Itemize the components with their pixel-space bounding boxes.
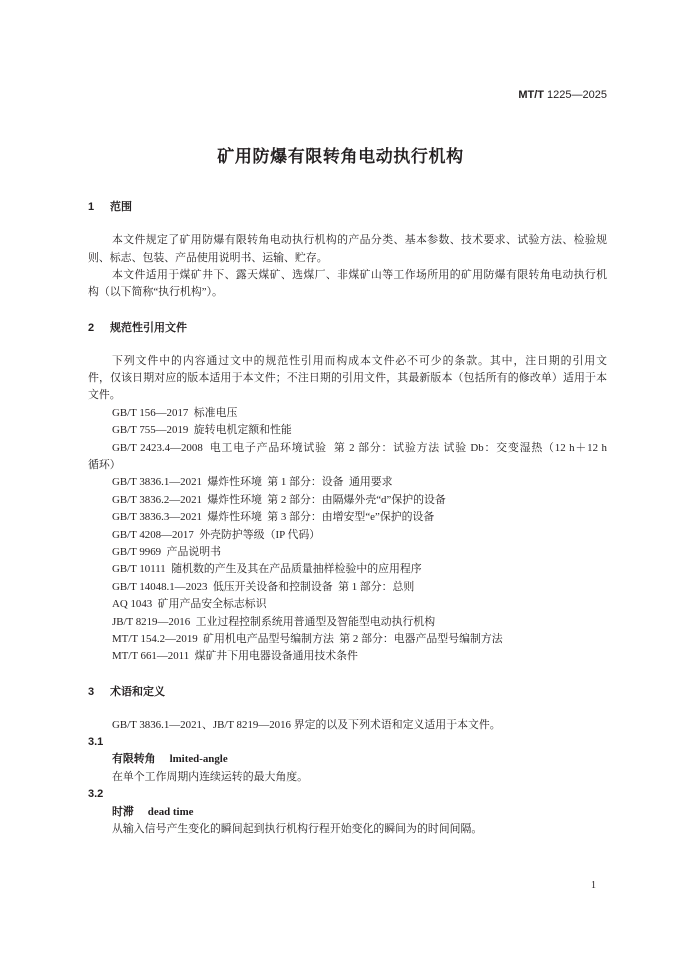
section-title: 范围 xyxy=(110,201,132,214)
section-normative-references xyxy=(88,320,607,666)
reference-item-continuation: 循环） xyxy=(88,458,121,471)
term-english: lmited-angle xyxy=(169,753,228,766)
section-heading xyxy=(88,684,607,701)
reference-list xyxy=(88,405,607,666)
term-title xyxy=(88,804,607,821)
section-title: 规范性引用文件 xyxy=(110,321,187,334)
reference-item: GB/T 4208—2017 外壳防护等级（IP 代码） xyxy=(112,528,321,541)
reference-item: MT/T 154.2—2019 矿用机电产品型号编制方法 第 2 部分：电器产品型号编制方法 xyxy=(112,632,503,645)
section-heading xyxy=(88,199,607,216)
term-number: 3.2 xyxy=(88,788,104,801)
term-chinese: 有限转角 xyxy=(112,753,156,766)
reference-item: AQ 1043 矿用产品安全标志标识 xyxy=(112,598,267,611)
reference-item: GB/T 3836.3—2021 爆炸性环境 第 3 部分：由增安型“e”保护的设备 xyxy=(112,511,435,524)
paragraph xyxy=(88,267,607,302)
reference-item: GB/T 755—2019 旋转电机定额和性能 xyxy=(112,424,292,437)
reference-item: GB/T 3836.2—2021 爆炸性环境 第 2 部分：由隔爆外壳“d”保护的设备 xyxy=(112,493,446,506)
section-heading xyxy=(88,320,607,337)
document-title: 矿用防爆有限转角电动执行机构 xyxy=(217,147,464,167)
term-chinese: 时滞 xyxy=(112,805,134,818)
standard-code-prefix: MT/T xyxy=(518,89,544,101)
paragraph-line: 件，仅该日期对应的版本适用于本文件；不注日期的引用文件，其最新版本（包括所有的修改单）适用于本 xyxy=(88,372,607,385)
reference-item: GB/T 3836.1—2021 爆炸性环境 第 1 部分：设备 通用要求 xyxy=(112,476,393,489)
paragraph xyxy=(88,353,607,405)
section-number: 2 xyxy=(88,321,95,334)
term-entry xyxy=(88,786,607,838)
reference-item: GB/T 156—2017 标准电压 xyxy=(112,406,238,419)
term-definition: 从输入信号产生变化的瞬间起到执行机构行程开始变化的瞬间为的时间间隔。 xyxy=(112,822,483,835)
section-number: 3 xyxy=(88,685,95,698)
term-english: dead time xyxy=(147,805,194,818)
term-title xyxy=(88,751,607,768)
paragraph-line: 则、标志、包装、产品使用说明书、运输、贮存。 xyxy=(88,251,328,264)
page-number: 1 xyxy=(591,880,596,891)
section-terms-definitions xyxy=(88,684,607,839)
term-definition: 在单个工作周期内连续运转的最大角度。 xyxy=(112,770,309,783)
paragraph-line: 文件。 xyxy=(88,389,121,402)
reference-item: JB/T 8219—2016 工业过程控制系统用普通型及智能型电动执行机构 xyxy=(112,615,436,628)
section-number: 1 xyxy=(88,201,95,214)
standard-code-header xyxy=(518,88,607,102)
paragraph-line: 构（以下简称“执行机构”）。 xyxy=(88,286,223,299)
reference-item: GB/T 2423.4—2008 电工电子产品环境试验 第 2 部分：试验方法 试验 Db：交变湿热（12 h＋12 h xyxy=(112,441,607,454)
paragraph-line: GB/T 3836.1—2021、JB/T 8219—2016 界定的以及下列术语和定义适用于本文件。 xyxy=(112,718,501,731)
document-body xyxy=(88,199,607,838)
section-scope xyxy=(88,199,607,301)
paragraph-line: 本文件规定了矿用防爆有限转角电动执行机构的产品分类、基本参数、技术要求、试验方法、检验规 xyxy=(112,234,607,247)
reference-item: GB/T 9969 产品说明书 xyxy=(112,545,222,558)
term-entry xyxy=(88,734,607,786)
reference-item: GB/T 10111 随机数的产生及其在产品质量抽样检验中的应用程序 xyxy=(112,563,422,576)
reference-item: GB/T 14048.1—2023 低压开关设备和控制设备 第 1 部分：总则 xyxy=(112,580,415,593)
paragraph xyxy=(88,232,607,267)
reference-item: MT/T 661—2011 煤矿井下用电器设备通用技术条件 xyxy=(112,650,358,663)
paragraph-line: 下列文件中的内容通过文中的规范性引用而构成本文件必不可少的条款。其中，注日期的引用文 xyxy=(112,354,607,367)
term-number: 3.1 xyxy=(88,735,104,748)
section-title: 术语和定义 xyxy=(110,685,165,698)
paragraph-line: 本文件适用于煤矿井下、露天煤矿、选煤厂、非煤矿山等工作场所用的矿用防爆有限转角电动执行机 xyxy=(112,268,607,281)
standard-code-number: 1225—2025 xyxy=(547,89,607,101)
